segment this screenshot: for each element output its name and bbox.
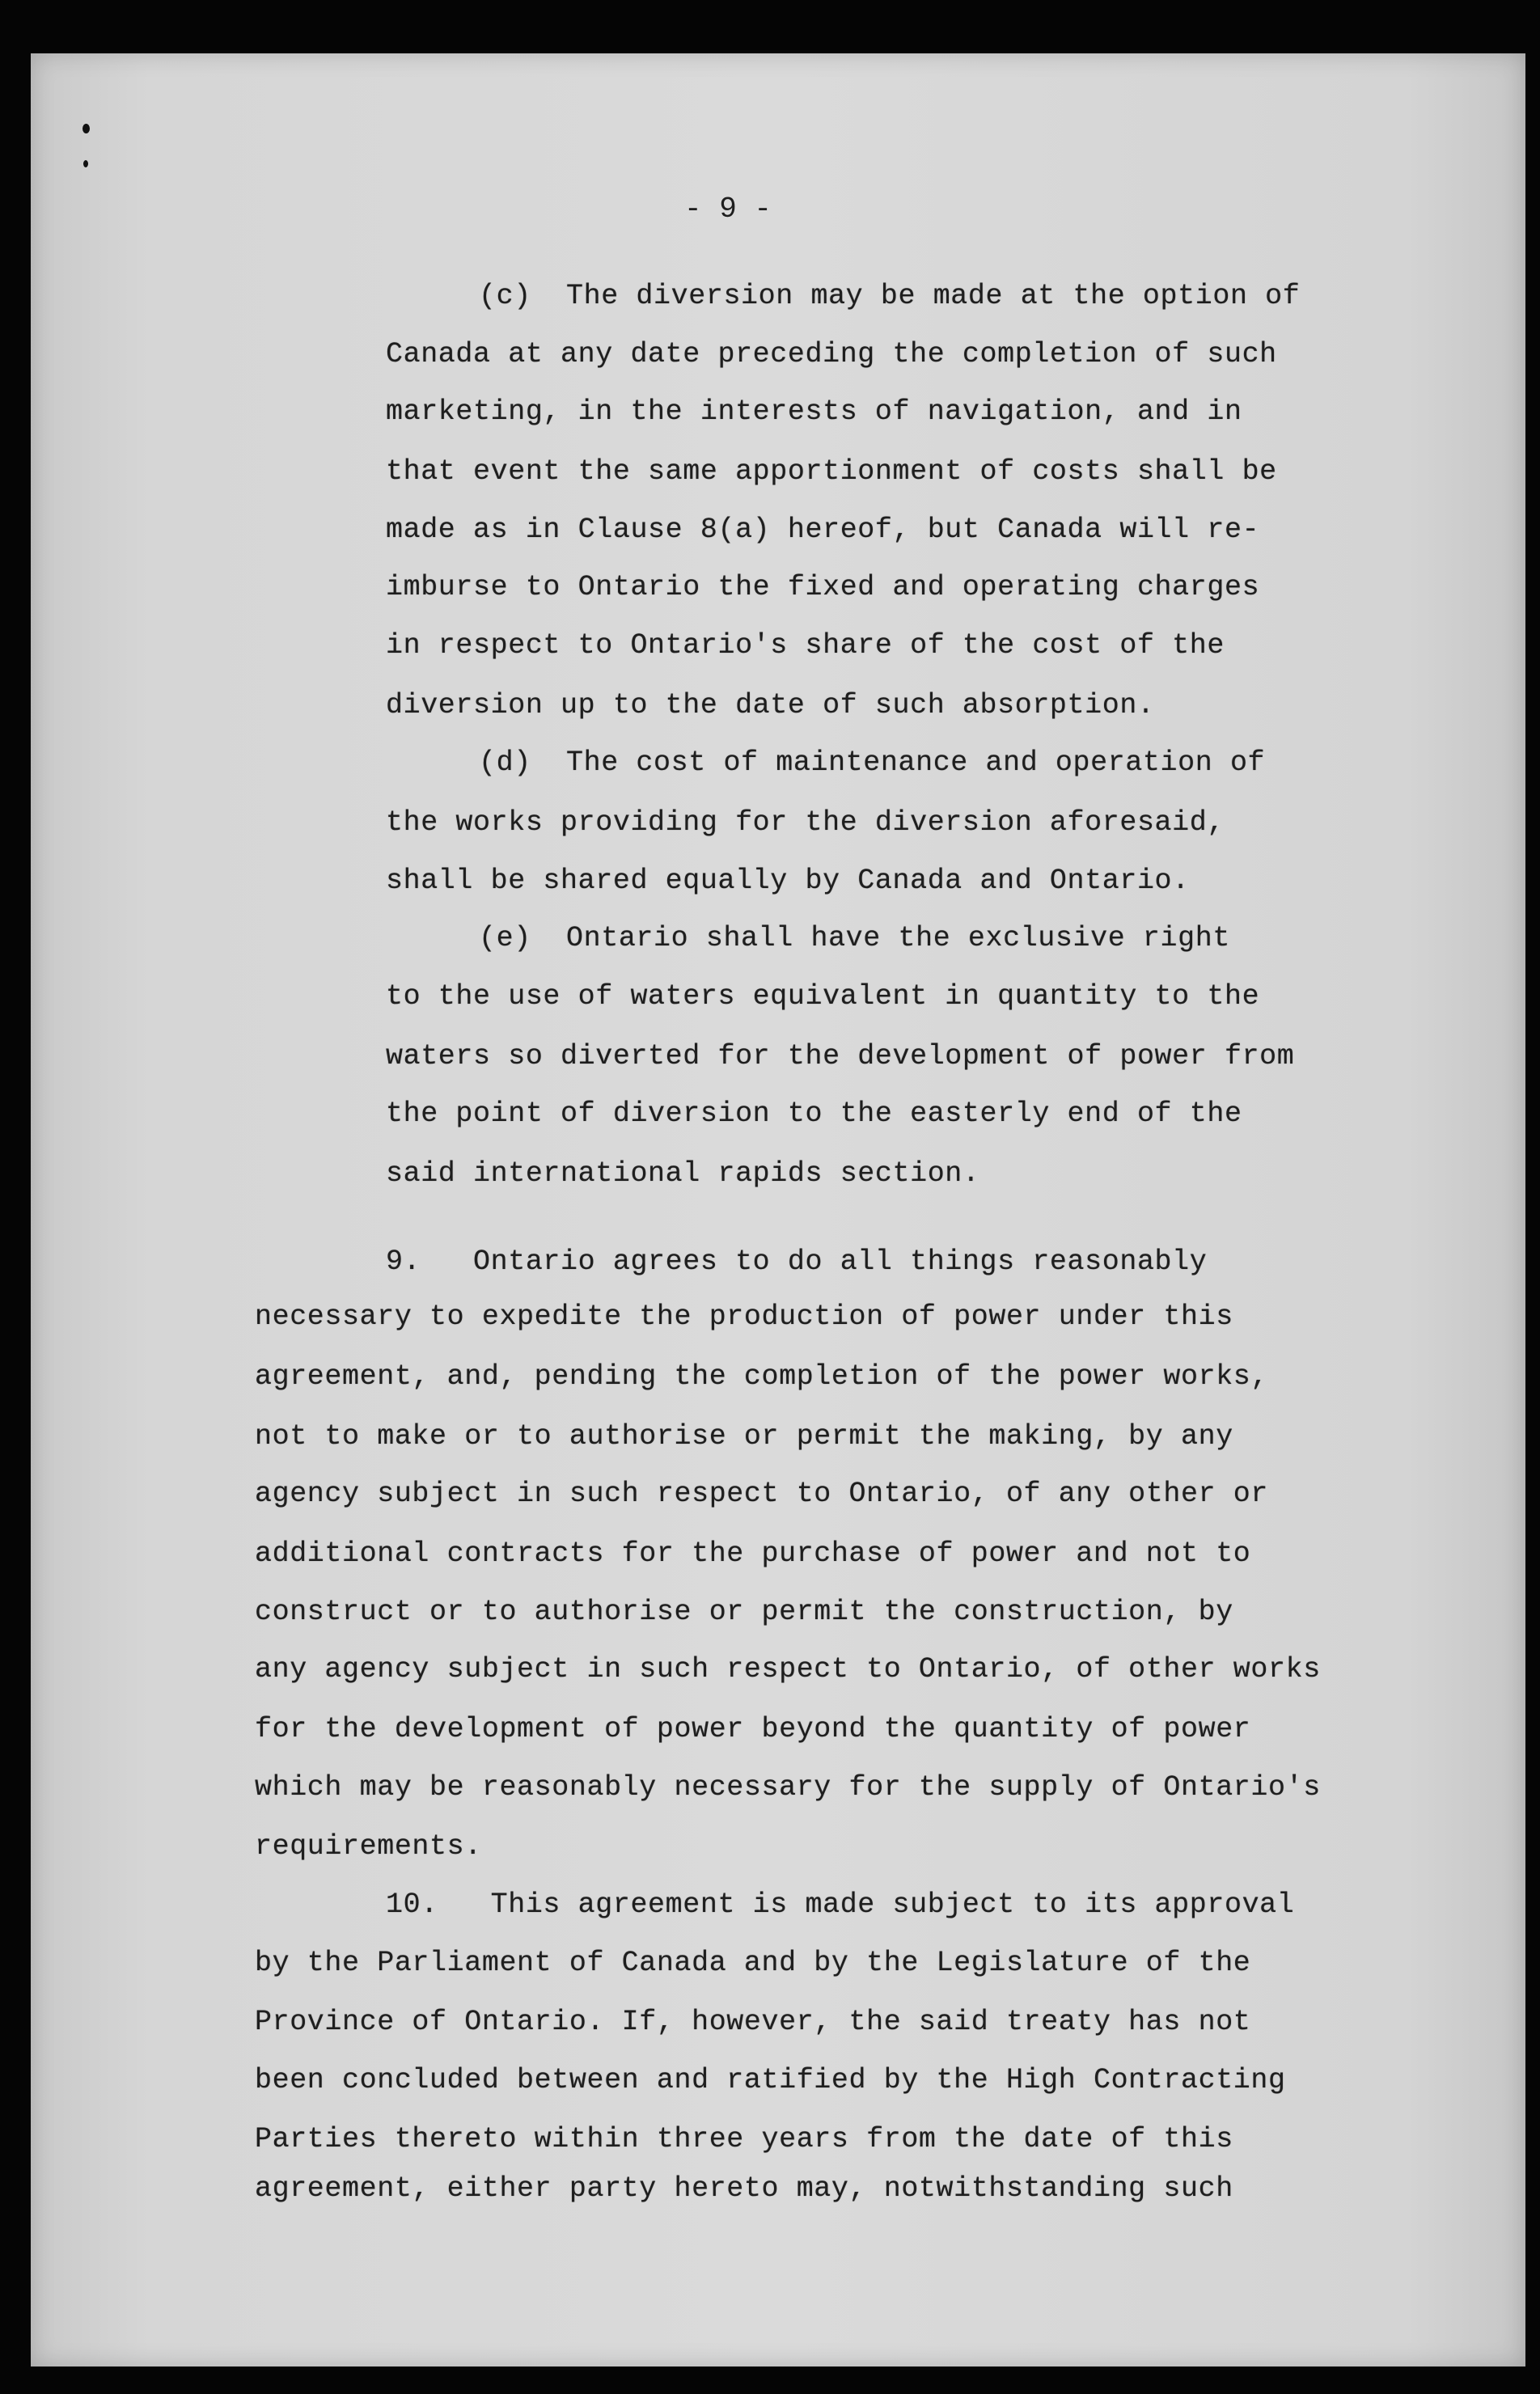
clause-8c-line: Canada at any date preceding the completion of such bbox=[386, 337, 1277, 370]
clause-9-line: agency subject in such respect to Ontario, of any other or bbox=[255, 1478, 1268, 1511]
clause-9-line: construct or to authorise or permit the construction, by bbox=[255, 1595, 1233, 1628]
clause-10-line: been concluded between and ratified by the High Contracting bbox=[255, 2063, 1286, 2096]
clause-9-line: 9. Ontario agrees to do all things reasonably bbox=[386, 1246, 1208, 1279]
clause-10-line: agreement, either party hereto may, notwithstanding such bbox=[255, 2172, 1233, 2205]
clause-8d-line: shall be shared equally by Canada and Ontario. bbox=[386, 864, 1190, 897]
clause-8e-line: to the use of waters equivalent in quantity to the bbox=[386, 980, 1260, 1013]
clause-9-line: any agency subject in such respect to Ontario, of other works bbox=[255, 1653, 1321, 1686]
clause-8d-line: (d) The cost of maintenance and operation of bbox=[479, 747, 1266, 780]
clause-9-line: necessary to expedite the production of power under this bbox=[255, 1301, 1233, 1334]
clause-10-line: by the Parliament of Canada and by the Legislature of the bbox=[255, 1946, 1251, 1979]
clause-8c-line: diversion up to the date of such absorption. bbox=[386, 688, 1155, 721]
clause-9-line: not to make or to authorise or permit the making, by any bbox=[255, 1419, 1233, 1453]
clause-8e-line: (e) Ontario shall have the exclusive right bbox=[479, 922, 1230, 955]
clause-8c-line: imburse to Ontario the fixed and operating charges bbox=[386, 571, 1260, 604]
clause-10-line: Province of Ontario. If, however, the said treaty has not bbox=[255, 2006, 1251, 2039]
clause-8e-line: waters so diverted for the development of power from bbox=[386, 1039, 1295, 1072]
punch-mark bbox=[82, 124, 90, 133]
clause-8c-line: made as in Clause 8(a) hereof, but Canada will re- bbox=[386, 513, 1260, 546]
clause-8e-line: said international rapids section. bbox=[386, 1157, 980, 1190]
clause-8d-line: the works providing for the diversion aforesaid, bbox=[386, 806, 1225, 839]
clause-8c-line: in respect to Ontario's share of the cost of the bbox=[386, 629, 1225, 662]
punch-mark bbox=[83, 160, 88, 167]
clause-10-line: Parties thereto within three years from the date of this bbox=[255, 2123, 1233, 2156]
clause-8c-line: (c) The diversion may be made at the option of bbox=[479, 279, 1301, 312]
clause-9-line: requirements. bbox=[255, 1830, 482, 1863]
clause-9-line: agreement, and, pending the completion of the power works, bbox=[255, 1360, 1268, 1393]
clause-8c-line: marketing, in the interests of navigation, and in bbox=[386, 395, 1242, 429]
clause-10-line: 10. This agreement is made subject to its approval bbox=[386, 1888, 1295, 1921]
clause-8c-line: that event the same apportionment of costs shall be bbox=[386, 455, 1277, 488]
clause-8e-line: the point of diversion to the easterly end of the bbox=[386, 1098, 1242, 1131]
page-number: - 9 - bbox=[684, 192, 772, 226]
clause-9-line: which may be reasonably necessary for the supply of Ontario's bbox=[255, 1770, 1321, 1804]
clause-9-line: additional contracts for the purchase of power and not to bbox=[255, 1537, 1251, 1570]
clause-9-line: for the development of power beyond the quantity of power bbox=[255, 1712, 1251, 1745]
